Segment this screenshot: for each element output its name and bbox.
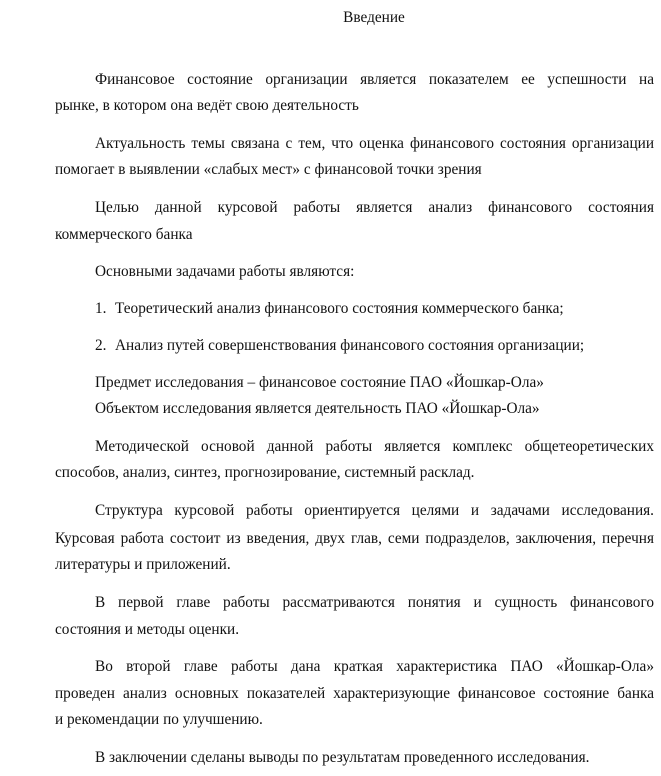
list-item-text: Анализ путей совершенствования финансового состояния организации; (115, 337, 585, 354)
paragraph-line: рынке, в котором она ведёт свою деятельность (55, 97, 359, 114)
list-item-text: Теоретический анализ финансового состояния коммерческого банка; (115, 300, 564, 317)
paragraph-line: способов, анализ, синтез, прогнозирование, системный расклад. (55, 464, 475, 481)
paragraph-line: В заключении сделаны выводы по результатам проведенного исследования. (95, 749, 590, 766)
paragraph-line: Целью данной курсовой работы является анализ финансового состояния (95, 199, 654, 216)
paragraph-line: Курсовая работа состоит из введения, двух глав, семи подразделов, заключения, перечня (55, 530, 654, 547)
list-item (95, 336, 584, 356)
paragraph-line: Финансовое состояние организации является показателем ее успешности на (95, 71, 654, 88)
paragraph-line: состояния и методы оценки. (55, 621, 240, 638)
list-item (95, 299, 564, 319)
paragraph-line: Методической основой данной работы является комплекс общетеоретических (95, 438, 654, 455)
paragraph-line: Актуальность темы связана с тем, что оценка финансового состояния организации (95, 135, 654, 152)
paragraph-line: коммерческого банка (55, 226, 193, 243)
page-title: Введение (343, 9, 405, 26)
subject-line: Предмет исследования – финансовое состояние ПАО «Йошкар-Ола» (95, 374, 544, 391)
paragraph-line: Основными задачами работы являются: (95, 263, 355, 280)
paragraph-line: и рекомендации по улучшению. (55, 711, 263, 728)
object-line: Объектом исследования является деятельность ПАО «Йошкар-Ола» (95, 400, 540, 417)
list-item-number: 1. (95, 300, 107, 317)
paragraph-line: В первой главе работы рассматриваются понятия и сущность финансового (95, 594, 654, 611)
paragraph-line: Во второй главе работы дана краткая характеристика ПАО «Йошкар-Ола» (95, 658, 654, 675)
paragraph-line: помогает в выявлении «слабых мест» с финансовой точки зрения (55, 161, 482, 178)
paragraph-line: литературы и приложений. (55, 556, 231, 573)
paragraph-line: Структура курсовой работы ориентируется целями и задачами исследования. (95, 502, 654, 519)
paragraph-line: проведен анализ основных показателей характеризующие финансовое состояние банка (55, 685, 654, 702)
list-item-number: 2. (95, 337, 107, 354)
